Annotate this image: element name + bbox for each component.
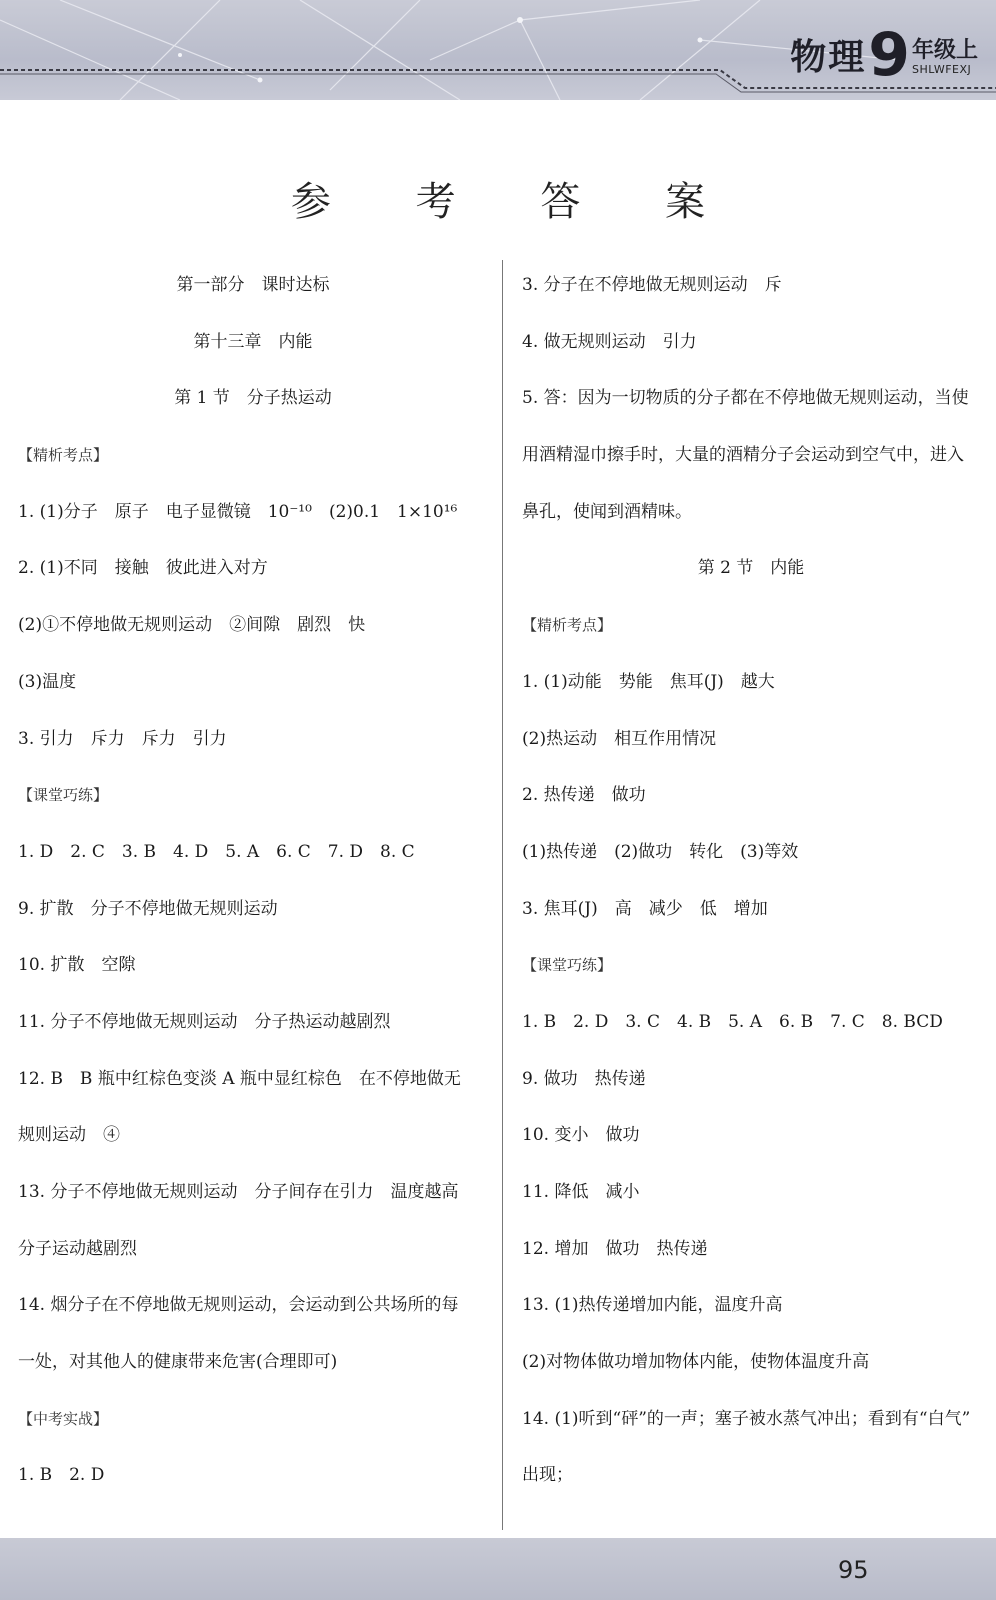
answer-line: 用酒精湿巾擦手时，大量的酒精分子会运动到空气中，进入 [522, 445, 964, 466]
answer-line: 1. (1)分子 原子 电子显微镜 10⁻¹⁰ (2)0.1 1×10¹⁶ [18, 501, 458, 522]
page-title: 参 考 答 案 [290, 179, 742, 225]
answer-line: 分子运动越剧烈 [18, 1238, 137, 1259]
answer-line: 13. (1)热传递增加内能，温度升高 [522, 1295, 783, 1316]
answer-line: 规则运动 ④ [18, 1125, 120, 1146]
header-band [0, 0, 996, 100]
answer-line: 14. (1)听到“砰”的一声；塞子被水蒸气冲出；看到有“白气” [522, 1408, 971, 1429]
answer-line: (2)热运动 相互作用情况 [522, 728, 717, 749]
left-column [18, 262, 488, 1509]
answer-line: 【课堂巧练】 [522, 956, 613, 975]
answer-line: (2)对物体做功增加物体内能，使物体温度升高 [522, 1352, 870, 1373]
answer-line: 11. 降低 减小 [522, 1182, 640, 1202]
answer-line: 1. (1)动能 势能 焦耳(J) 越大 [522, 671, 775, 692]
answer-line: 第一部分 课时达标 [176, 275, 330, 295]
answer-line: 第十三章 内能 [193, 331, 313, 352]
answer-line: 4. 做无规则运动 引力 [522, 331, 697, 352]
answer-line: 3. 分子在不停地做无规则运动 斥 [522, 275, 782, 295]
answer-line: 第 1 节 分子热运动 [174, 388, 332, 409]
grade-label: 年级上 [911, 38, 978, 63]
answer-line: 11. 分子不停地做无规则运动 分子热运动越剧烈 [18, 1011, 391, 1032]
answer-line: 2. 热传递 做功 [522, 785, 646, 806]
answer-line: 3. 焦耳(J) 高 减少 低 增加 [522, 898, 768, 919]
grade-number: 9 [868, 20, 910, 90]
answer-line: 第 2 节 内能 [697, 558, 805, 579]
answer-line: 9. 做功 热传递 [522, 1068, 646, 1089]
answer-line: 14. 烟分子在不停地做无规则运动，会运动到公共场所的每 [18, 1295, 459, 1316]
subject-title: 物理 [790, 37, 867, 78]
grade-info [912, 39, 978, 80]
answer-line: 3. 引力 斥力 斥力 引力 [18, 728, 227, 749]
answer-line: 10. 变小 做功 [522, 1125, 640, 1146]
answer-line: 12. B B 瓶中红棕色变淡 A 瓶中显红棕色 在不停地做无 [18, 1068, 461, 1089]
answer-line: 2. (1)不同 接触 彼此进入对方 [18, 558, 268, 579]
answer-line: 【课堂巧练】 [18, 786, 109, 805]
answer-line: 13. 分子不停地做无规则运动 分子间存在引力 温度越高 [18, 1182, 459, 1202]
answer-line: (2)①不停地做无规则运动 ②间隙 剧烈 快 [18, 615, 366, 636]
answer-line: 1. B 2. D 3. C 4. B 5. A 6. B 7. C 8. BCD [522, 1011, 943, 1032]
answer-line: 出现； [522, 1465, 573, 1486]
answer-line: 5. 答：因为一切物质的分子都在不停地做无规则运动，当使 [522, 388, 969, 409]
answer-line: 9. 扩散 分子不停地做无规则运动 [18, 898, 278, 919]
answer-line: (1)热传递 (2)做功 转化 (3)等效 [522, 841, 799, 862]
answer-line: 【精析考点】 [522, 616, 613, 635]
column-divider [502, 260, 503, 1530]
answer-line: 1. D 2. C 3. B 4. D 5. A 6. C 7. D 8. C [18, 841, 415, 862]
answer-line: 10. 扩散 空隙 [18, 955, 136, 976]
answer-line: 一处，对其他人的健康带来危害(合理即可) [18, 1352, 338, 1373]
answer-line: 1. B 2. D [18, 1465, 105, 1486]
answer-line: 鼻孔，使闻到酒精味。 [522, 501, 692, 522]
page-number: 95 [838, 1556, 869, 1584]
answer-line: 【精析考点】 [18, 446, 109, 465]
subject-block [790, 20, 978, 90]
answer-line: 12. 增加 做功 热传递 [522, 1238, 708, 1259]
answer-line: (3)温度 [18, 671, 77, 692]
series-code: SHLWFEXJ [911, 63, 972, 76]
right-column [522, 262, 980, 1509]
answer-line: 【中考实战】 [18, 1409, 109, 1428]
